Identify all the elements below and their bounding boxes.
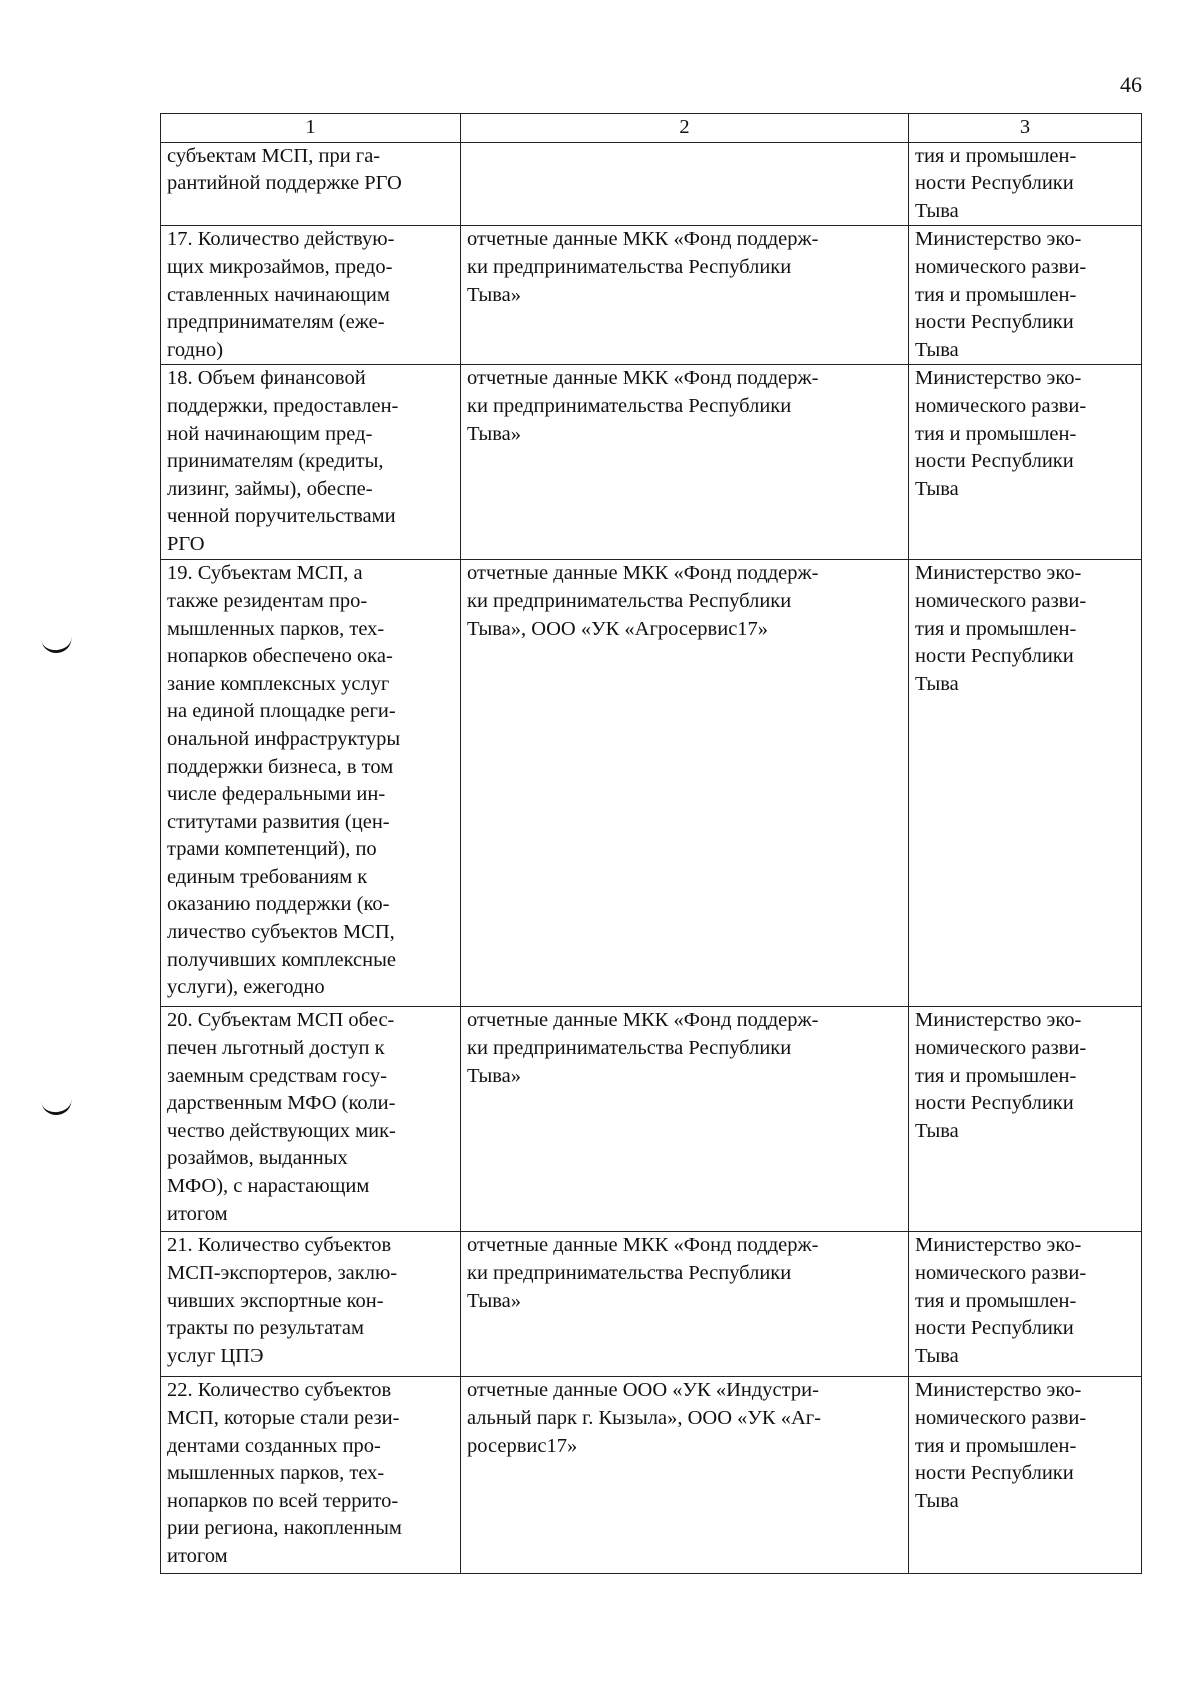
table-row	[161, 142, 1142, 226]
column-header: 1	[161, 114, 461, 143]
column-header: 2	[461, 114, 909, 143]
source-cell: отчетные данные ООО «УК «Индустри- альный парк г. Кызыла», ООО «УК «Аг- росервис17»	[461, 1377, 909, 1574]
table-row	[161, 1377, 1142, 1574]
responsible-cell: тия и промышлен- ности Республики Тыва	[909, 142, 1142, 226]
indicator-cell: 22. Количество субъектов МСП, которые стали рези- дентами созданных про- мышленных парков, тех- нопарков по всей террито- рии региона, накопленным итогом	[161, 1377, 461, 1574]
table-row	[161, 560, 1142, 1007]
source-cell: отчетные данные МКК «Фонд поддерж- ки предпринимательства Республики Тыва»	[461, 226, 909, 365]
indicator-cell: 19. Субъектам МСП, а также резидентам про- мышленных парков, тех- нопарков обеспечено ока- зание комплексных услуг на единой площадке реги- ональной инфраструктуры поддержки бизнеса, в том числе федеральными ин- ститутами развития (цен- трами компетенций), по единым требованиям к оказанию поддержки (ко- личество субъектов МСП, получивших комплексные услуги), ежегодно	[161, 560, 461, 1007]
table-row	[161, 365, 1142, 560]
indicators-table	[160, 113, 1142, 1574]
source-cell: отчетные данные МКК «Фонд поддерж- ки предпринимательства Республики Тыва», ООО «УК «Агросервис17»	[461, 560, 909, 1007]
table-header-row	[161, 114, 1142, 143]
responsible-cell: Министерство эко- номического разви- тия и промышлен- ности Республики Тыва	[909, 365, 1142, 560]
indicator-cell: 17. Количество действую- щих микрозаймов, предо- ставленных начинающим предпринимателям (еже- годно)	[161, 226, 461, 365]
table-row	[161, 1232, 1142, 1377]
responsible-cell: Министерство эко- номического разви- тия и промышлен- ности Республики Тыва	[909, 560, 1142, 1007]
source-cell	[461, 142, 909, 226]
responsible-cell: Министерство эко- номического разви- тия и промышлен- ности Республики Тыва	[909, 1232, 1142, 1377]
page-number: 46	[1120, 72, 1142, 97]
source-cell: отчетные данные МКК «Фонд поддерж- ки предпринимательства Республики Тыва»	[461, 1232, 909, 1377]
source-cell: отчетные данные МКК «Фонд поддерж- ки предпринимательства Республики Тыва»	[461, 365, 909, 560]
indicator-cell: 20. Субъектам МСП обес- печен льготный доступ к заемным средствам госу- дарственным МФО (коли- чество действующих мик- розаймов, выданных МФО), с нарастающим итогом	[161, 1007, 461, 1232]
indicator-cell: субъектам МСП, при га- рантийной поддержке РГО	[161, 142, 461, 226]
table-row	[161, 226, 1142, 365]
indicator-cell: 18. Объем финансовой поддержки, предоставлен- ной начинающим пред- принимателям (кредиты, лизинг, займы), обеспе- ченной поручительствами РГО	[161, 365, 461, 560]
margin-pen-mark	[41, 1096, 73, 1116]
table-row	[161, 1007, 1142, 1232]
indicator-cell: 21. Количество субъектов МСП-экспортеров, заклю- чивших экспортные кон- тракты по результатам услуг ЦПЭ	[161, 1232, 461, 1377]
responsible-cell: Министерство эко- номического разви- тия и промышлен- ности Республики Тыва	[909, 226, 1142, 365]
margin-pen-mark	[41, 634, 73, 654]
column-header: 3	[909, 114, 1142, 143]
responsible-cell: Министерство эко- номического разви- тия и промышлен- ности Республики Тыва	[909, 1007, 1142, 1232]
source-cell: отчетные данные МКК «Фонд поддерж- ки предпринимательства Республики Тыва»	[461, 1007, 909, 1232]
responsible-cell: Министерство эко- номического разви- тия и промышлен- ности Республики Тыва	[909, 1377, 1142, 1574]
